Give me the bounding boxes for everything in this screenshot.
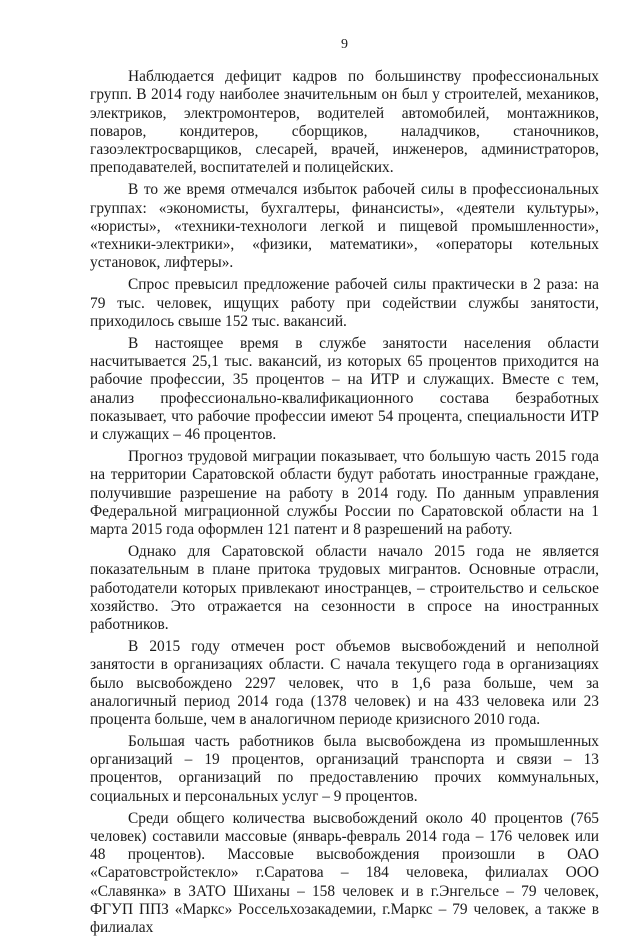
paragraph-staff-shortage: Наблюдается дефицит кадров по большинству профессиональных групп. В 2014 году наиболее значительным он был у строителей, механиков, электриков, электромонтеров, водителей автомобилей, монтажников, поваров, кондитеров, сборщиков, наладчиков, станочников, газоэлектросварщиков, слесарей, врачей, инженеров, администраторов, преподавателей, воспитателей и полицейских. bbox=[90, 68, 599, 177]
paragraph-mass-layoffs: Среди общего количества высвобождений около 40 процентов (765 человек) составили массовые (январь-февраль 2014 года – 176 человек или 48 процентов). Массовые высвобождения произошли в ОАО «Саратовстройстекло» г.Саратова – 184 человека, филиалах ООО «Славянка» в ЗАТО Шиханы – 158 человек и в г.Энгельсе – 79 человек, ФГУП ППЗ «Маркс» Россельхозакадемии, г.Маркс – 79 человек, а также в филиалах bbox=[90, 809, 599, 937]
paragraph-migration-forecast: Прогноз трудовой миграции показывает, что большую часть 2015 года на территории Саратовской области будут работать иностранные граждане, получившие разрешение на работу в 2014 году. По данным управления Федеральной миграционной службы России по Саратовской области на 1 марта 2015 года оформлен 121 патент и 8 разрешений на работу. bbox=[90, 447, 599, 539]
page-number: 9 bbox=[341, 37, 348, 52]
paragraph-layoffs-by-sector: Большая часть работников была высвобождена из промышленных организаций – 19 процентов, организаций транспорта и связи – 13 процентов, организаций по предоставлению прочих коммунальных, социальных и персональных услуг – 9 процентов. bbox=[90, 732, 599, 805]
paragraph-current-vacancies: В настоящее время в службе занятости населения области насчитывается 25,1 тыс. вакансий, из которых 65 процентов приходится на рабочие профессии, 35 процентов – на ИТР и служащих. Вместе с тем, анализ профессионально-квалификационного состава безработных показывает, что рабочие профессии имеют 54 процента, специальности ИТР и служащих – 46 процентов. bbox=[90, 334, 599, 444]
paragraph-demand-supply: Спрос превысил предложение рабочей силы практически в 2 раза: на 79 тыс. человек, ищущих работу при содействии службы занятости, приходилось свыше 152 тыс. вакансий. bbox=[90, 276, 599, 330]
paragraph-labor-surplus: В то же время отмечался избыток рабочей силы в профессиональных группах: «экономисты, бухгалтеры, финансисты», «деятели культуры», «юристы», «техники-технологи легкой и пищевой промышленности», «техники-электрики», «физики, математики», «операторы котельных установок, лифтеры». bbox=[90, 181, 599, 272]
paragraph-layoffs-growth: В 2015 году отмечен рост объемов высвобождений и неполной занятости в организациях области. С начала текущего года в организациях было высвобождено 2297 человек, что в 1,6 раза больше, чем за аналогичный период 2014 года (1378 человек) и на 433 человека или 23 процента больше, чем в аналогичном периоде кризисного 2010 года. bbox=[90, 637, 599, 729]
paragraph-migrant-inflow: Однако для Саратовской области начало 2015 года не является показательным в плане притока трудовых мигрантов. Основные отрасли, работодатели которых привлекают иностранцев, – строительство и сельское хозяйство. Это отражается на сезонности в спросе на иностранных работников. bbox=[90, 542, 599, 634]
